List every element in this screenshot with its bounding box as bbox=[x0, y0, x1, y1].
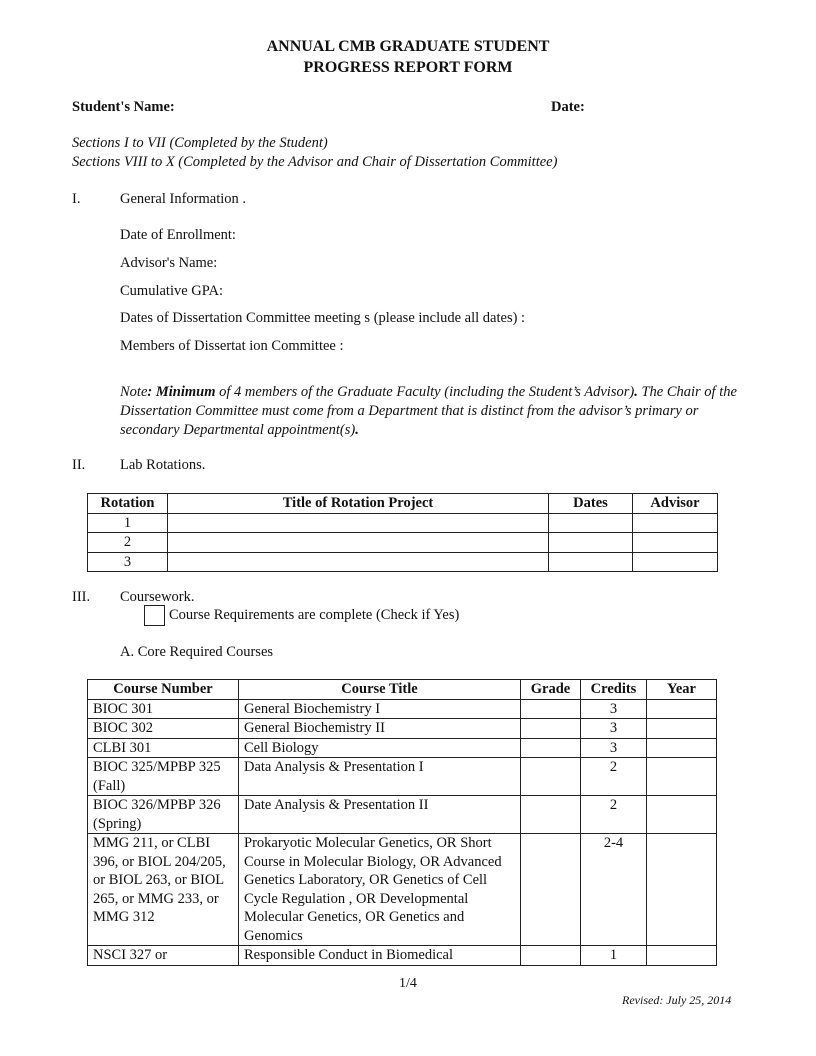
col-header-rotation: Rotation bbox=[88, 494, 168, 514]
section-2-title: Lab Rotations. bbox=[120, 457, 206, 473]
sections-note-line2: Sections VIII to X (Completed by the Advisor and Chair of Dissertation Committee) bbox=[72, 154, 558, 170]
rotation-dates-cell[interactable] bbox=[549, 552, 633, 572]
course-credits: 3 bbox=[581, 738, 647, 758]
course-grade-cell[interactable] bbox=[521, 834, 581, 946]
course-grade-cell[interactable] bbox=[521, 946, 581, 966]
section-3-title: Coursework. bbox=[120, 589, 195, 605]
col-header-dates: Dates bbox=[549, 494, 633, 514]
course-title: General Biochemistry I bbox=[239, 699, 521, 719]
course-number: BIOC 325/MPBP 325 (Fall) bbox=[88, 758, 239, 796]
course-credits: 2-4 bbox=[581, 834, 647, 946]
note-dot-1: . bbox=[634, 384, 638, 400]
field-advisor-name: Advisor's Name: bbox=[120, 255, 218, 271]
form-title-line2: PROGRESS REPORT FORM bbox=[303, 59, 513, 76]
rotation-number: 2 bbox=[88, 533, 168, 553]
table-row bbox=[88, 552, 718, 572]
date-label: Date: bbox=[551, 99, 585, 115]
field-date-of-enrollment: Date of Enrollment: bbox=[120, 227, 236, 243]
course-grade-cell[interactable] bbox=[521, 758, 581, 796]
course-year-cell[interactable] bbox=[647, 738, 717, 758]
course-year-cell[interactable] bbox=[647, 699, 717, 719]
course-number: BIOC 302 bbox=[88, 719, 239, 739]
course-year-cell[interactable] bbox=[647, 946, 717, 966]
lab-rotations-table bbox=[87, 493, 718, 572]
rotation-advisor-cell[interactable] bbox=[633, 513, 718, 533]
course-year-cell[interactable] bbox=[647, 758, 717, 796]
rotation-advisor-cell[interactable] bbox=[633, 552, 718, 572]
rotation-dates-cell[interactable] bbox=[549, 513, 633, 533]
course-title: Cell Biology bbox=[239, 738, 521, 758]
table-row bbox=[88, 513, 718, 533]
sections-note-line1: Sections I to VII (Completed by the Student) bbox=[72, 135, 328, 151]
note-prefix: Note bbox=[120, 384, 148, 400]
student-name-label: Student's Name: bbox=[72, 99, 175, 115]
course-number: CLBI 301 bbox=[88, 738, 239, 758]
course-title: General Biochemistry II bbox=[239, 719, 521, 739]
rotation-dates-cell[interactable] bbox=[549, 533, 633, 553]
page-number: 1/4 bbox=[399, 976, 417, 991]
col-header-course-number: Course Number bbox=[88, 680, 239, 700]
requirements-complete-checkbox[interactable] bbox=[144, 605, 165, 626]
course-credits: 3 bbox=[581, 699, 647, 719]
course-title: Prokaryotic Molecular Genetics, OR Short Course in Molecular Biology, OR Advanced Genetics Laboratory, OR Genetics of Cell Cycle Regulation , OR Developmental Molecular Genetics, OR Genetics and Genomics bbox=[239, 834, 521, 946]
core-courses-subheading: A. Core Required Courses bbox=[120, 644, 274, 660]
course-grade-cell[interactable] bbox=[521, 719, 581, 739]
core-courses-table bbox=[87, 679, 717, 966]
table-row bbox=[88, 946, 717, 966]
course-year-cell[interactable] bbox=[647, 834, 717, 946]
col-header-rotation-title: Title of Rotation Project bbox=[168, 494, 549, 514]
col-header-course-title: Course Title bbox=[239, 680, 521, 700]
course-number: BIOC 301 bbox=[88, 699, 239, 719]
table-row bbox=[88, 834, 717, 946]
field-committee-members: Members of Dissertat ion Committee : bbox=[120, 338, 344, 354]
table-row bbox=[88, 533, 718, 553]
table-row bbox=[88, 738, 717, 758]
table-header-row bbox=[88, 494, 718, 514]
section-3-number: III. bbox=[72, 589, 91, 605]
course-credits: 2 bbox=[581, 758, 647, 796]
note-colon: : bbox=[147, 384, 153, 400]
section-1-title: General Information . bbox=[120, 191, 247, 207]
table-row bbox=[88, 796, 717, 834]
note-text-1: of 4 members of the Graduate Faculty (including the Student’s Advisor) bbox=[215, 384, 635, 400]
field-cumulative-gpa: Cumulative GPA: bbox=[120, 283, 223, 299]
rotation-advisor-cell[interactable] bbox=[633, 533, 718, 553]
course-number: BIOC 326/MPBP 326 (Spring) bbox=[88, 796, 239, 834]
rotation-number: 1 bbox=[88, 513, 168, 533]
course-number: NSCI 327 or bbox=[88, 946, 239, 966]
note-minimum: Minimum bbox=[155, 384, 216, 400]
revised-date: Revised: July 25, 2014 bbox=[622, 993, 732, 1007]
course-grade-cell[interactable] bbox=[521, 738, 581, 758]
table-header-row bbox=[88, 680, 717, 700]
col-header-advisor: Advisor bbox=[633, 494, 718, 514]
rotation-title-cell[interactable] bbox=[168, 533, 549, 553]
col-header-credits: Credits bbox=[581, 680, 647, 700]
col-header-grade: Grade bbox=[521, 680, 581, 700]
course-credits: 3 bbox=[581, 719, 647, 739]
course-grade-cell[interactable] bbox=[521, 796, 581, 834]
table-row bbox=[88, 758, 717, 796]
course-title: Data Analysis & Presentation I bbox=[239, 758, 521, 796]
note-dot-2: . bbox=[355, 422, 359, 438]
committee-note bbox=[120, 383, 750, 440]
table-row bbox=[88, 719, 717, 739]
course-number: MMG 211, or CLBI 396, or BIOL 204/205, or BIOL 263, or BIOL 265, or MMG 233, or MMG 312 bbox=[88, 834, 239, 946]
rotation-number: 3 bbox=[88, 552, 168, 572]
course-year-cell[interactable] bbox=[647, 796, 717, 834]
course-title: Responsible Conduct in Biomedical bbox=[239, 946, 521, 966]
field-committee-meeting-dates: Dates of Dissertation Committee meeting s (please include all dates) : bbox=[120, 310, 526, 326]
table-row bbox=[88, 699, 717, 719]
course-credits: 2 bbox=[581, 796, 647, 834]
col-header-year: Year bbox=[647, 680, 717, 700]
rotation-title-cell[interactable] bbox=[168, 513, 549, 533]
section-1-number: I. bbox=[72, 191, 81, 207]
requirements-complete-label: Course Requirements are complete (Check if Yes) bbox=[169, 607, 460, 623]
course-credits: 1 bbox=[581, 946, 647, 966]
course-grade-cell[interactable] bbox=[521, 699, 581, 719]
rotation-title-cell[interactable] bbox=[168, 552, 549, 572]
note-text-2: The Chair of the Dissertation Committee must come from a Department that is distinct from the advisor’s primary or secondary Departmental appointment(s) bbox=[120, 384, 737, 438]
course-year-cell[interactable] bbox=[647, 719, 717, 739]
section-2-number: II. bbox=[72, 457, 86, 473]
form-title-line1: ANNUAL CMB GRADUATE STUDENT bbox=[266, 38, 550, 55]
course-title: Date Analysis & Presentation II bbox=[239, 796, 521, 834]
